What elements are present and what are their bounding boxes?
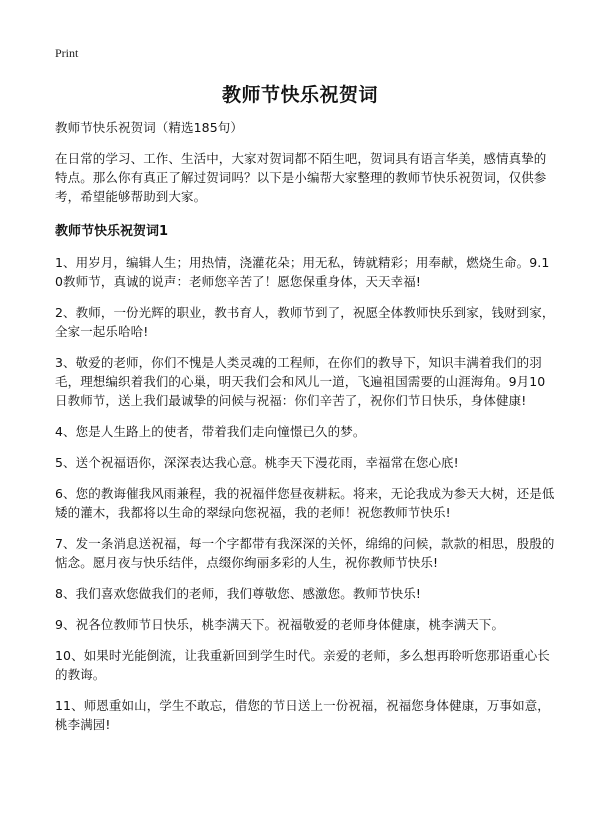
greeting-item-10: 10、如果时光能倒流，让我重新回到学生时代。亲爱的老师，多么想再聆听您那语重心长的教诲。 xyxy=(55,648,550,682)
print-link[interactable]: Print xyxy=(55,46,79,60)
greeting-item-9: 9、祝各位教师节日快乐，桃李满天下。祝福敬爱的老师身体健康，桃李满天下。 xyxy=(55,617,505,632)
greeting-item-8: 8、我们喜欢您做我们的老师，我们尊敬您、感激您。教师节快乐! xyxy=(55,586,421,601)
greeting-item-7: 7、发一条消息送祝福，每一个字都带有我深深的关怀，绵绵的问候，款款的相思，殷殷的惦念。愿月夜与快乐结伴，点缀你绚丽多彩的人生，祝你教师节快乐! xyxy=(55,536,555,570)
greeting-item-1: 1、用岁月，编辑人生；用热情，浇灌花朵；用无私，铸就精彩；用奉献，燃烧生命。9.10教师节，真诚的说声：老师您辛苦了！愿您保重身体，天天幸福! xyxy=(55,255,550,289)
greeting-item-11: 11、师恩重如山，学生不敢忘，借您的节日送上一份祝福，祝福您身体健康，万事如意，桃李满园! xyxy=(55,698,550,732)
section-heading: 教师节快乐祝贺词1 xyxy=(55,224,169,239)
greeting-item-2: 2、教师，一份光辉的职业，教书育人，教师节到了，祝愿全体教师快乐到家，钱财到家，全家一起乐哈哈! xyxy=(55,305,555,339)
greeting-item-4: 4、您是人生路上的使者，带着我们走向憧憬已久的梦。 xyxy=(55,424,366,439)
greeting-item-6: 6、您的教诲催我风雨兼程，我的祝福伴您昼夜耕耘。将来，无论我成为参天大树，还是低矮的灌木，我都将以生命的翠绿向您祝福，我的老师！祝您教师节快乐! xyxy=(55,486,555,520)
article-subtitle: 教师节快乐祝贺词（精选185句） xyxy=(55,120,243,135)
intro-paragraph: 在日常的学习、工作、生活中，大家对贺词都不陌生吧，贺词具有语言华美，感情真挚的特点。那么你有真正了解过贺词吗？以下是小编帮大家整理的教师节快乐祝贺词，仅供参考，希望能够帮助到大家。 xyxy=(55,151,547,204)
page-title: 教师节快乐祝贺词 xyxy=(221,84,378,106)
article-body xyxy=(55,118,555,746)
greeting-item-5: 5、送个祝福语你，深深表达我心意。桃李天下漫花雨，幸福常在您心底! xyxy=(55,455,459,470)
greeting-item-3: 3、敬爱的老师，你们不愧是人类灵魂的工程师，在你们的教导下，知识丰满着我们的羽毛，理想编织着我们的心巢，明天我们会和风儿一道，飞遍祖国需要的山涯海角。9月10日教师节，送上我们最诚挚的问候与祝福：你们辛苦了，祝你们节日快乐，身体健康! xyxy=(55,355,546,408)
greeting-list xyxy=(55,253,555,734)
